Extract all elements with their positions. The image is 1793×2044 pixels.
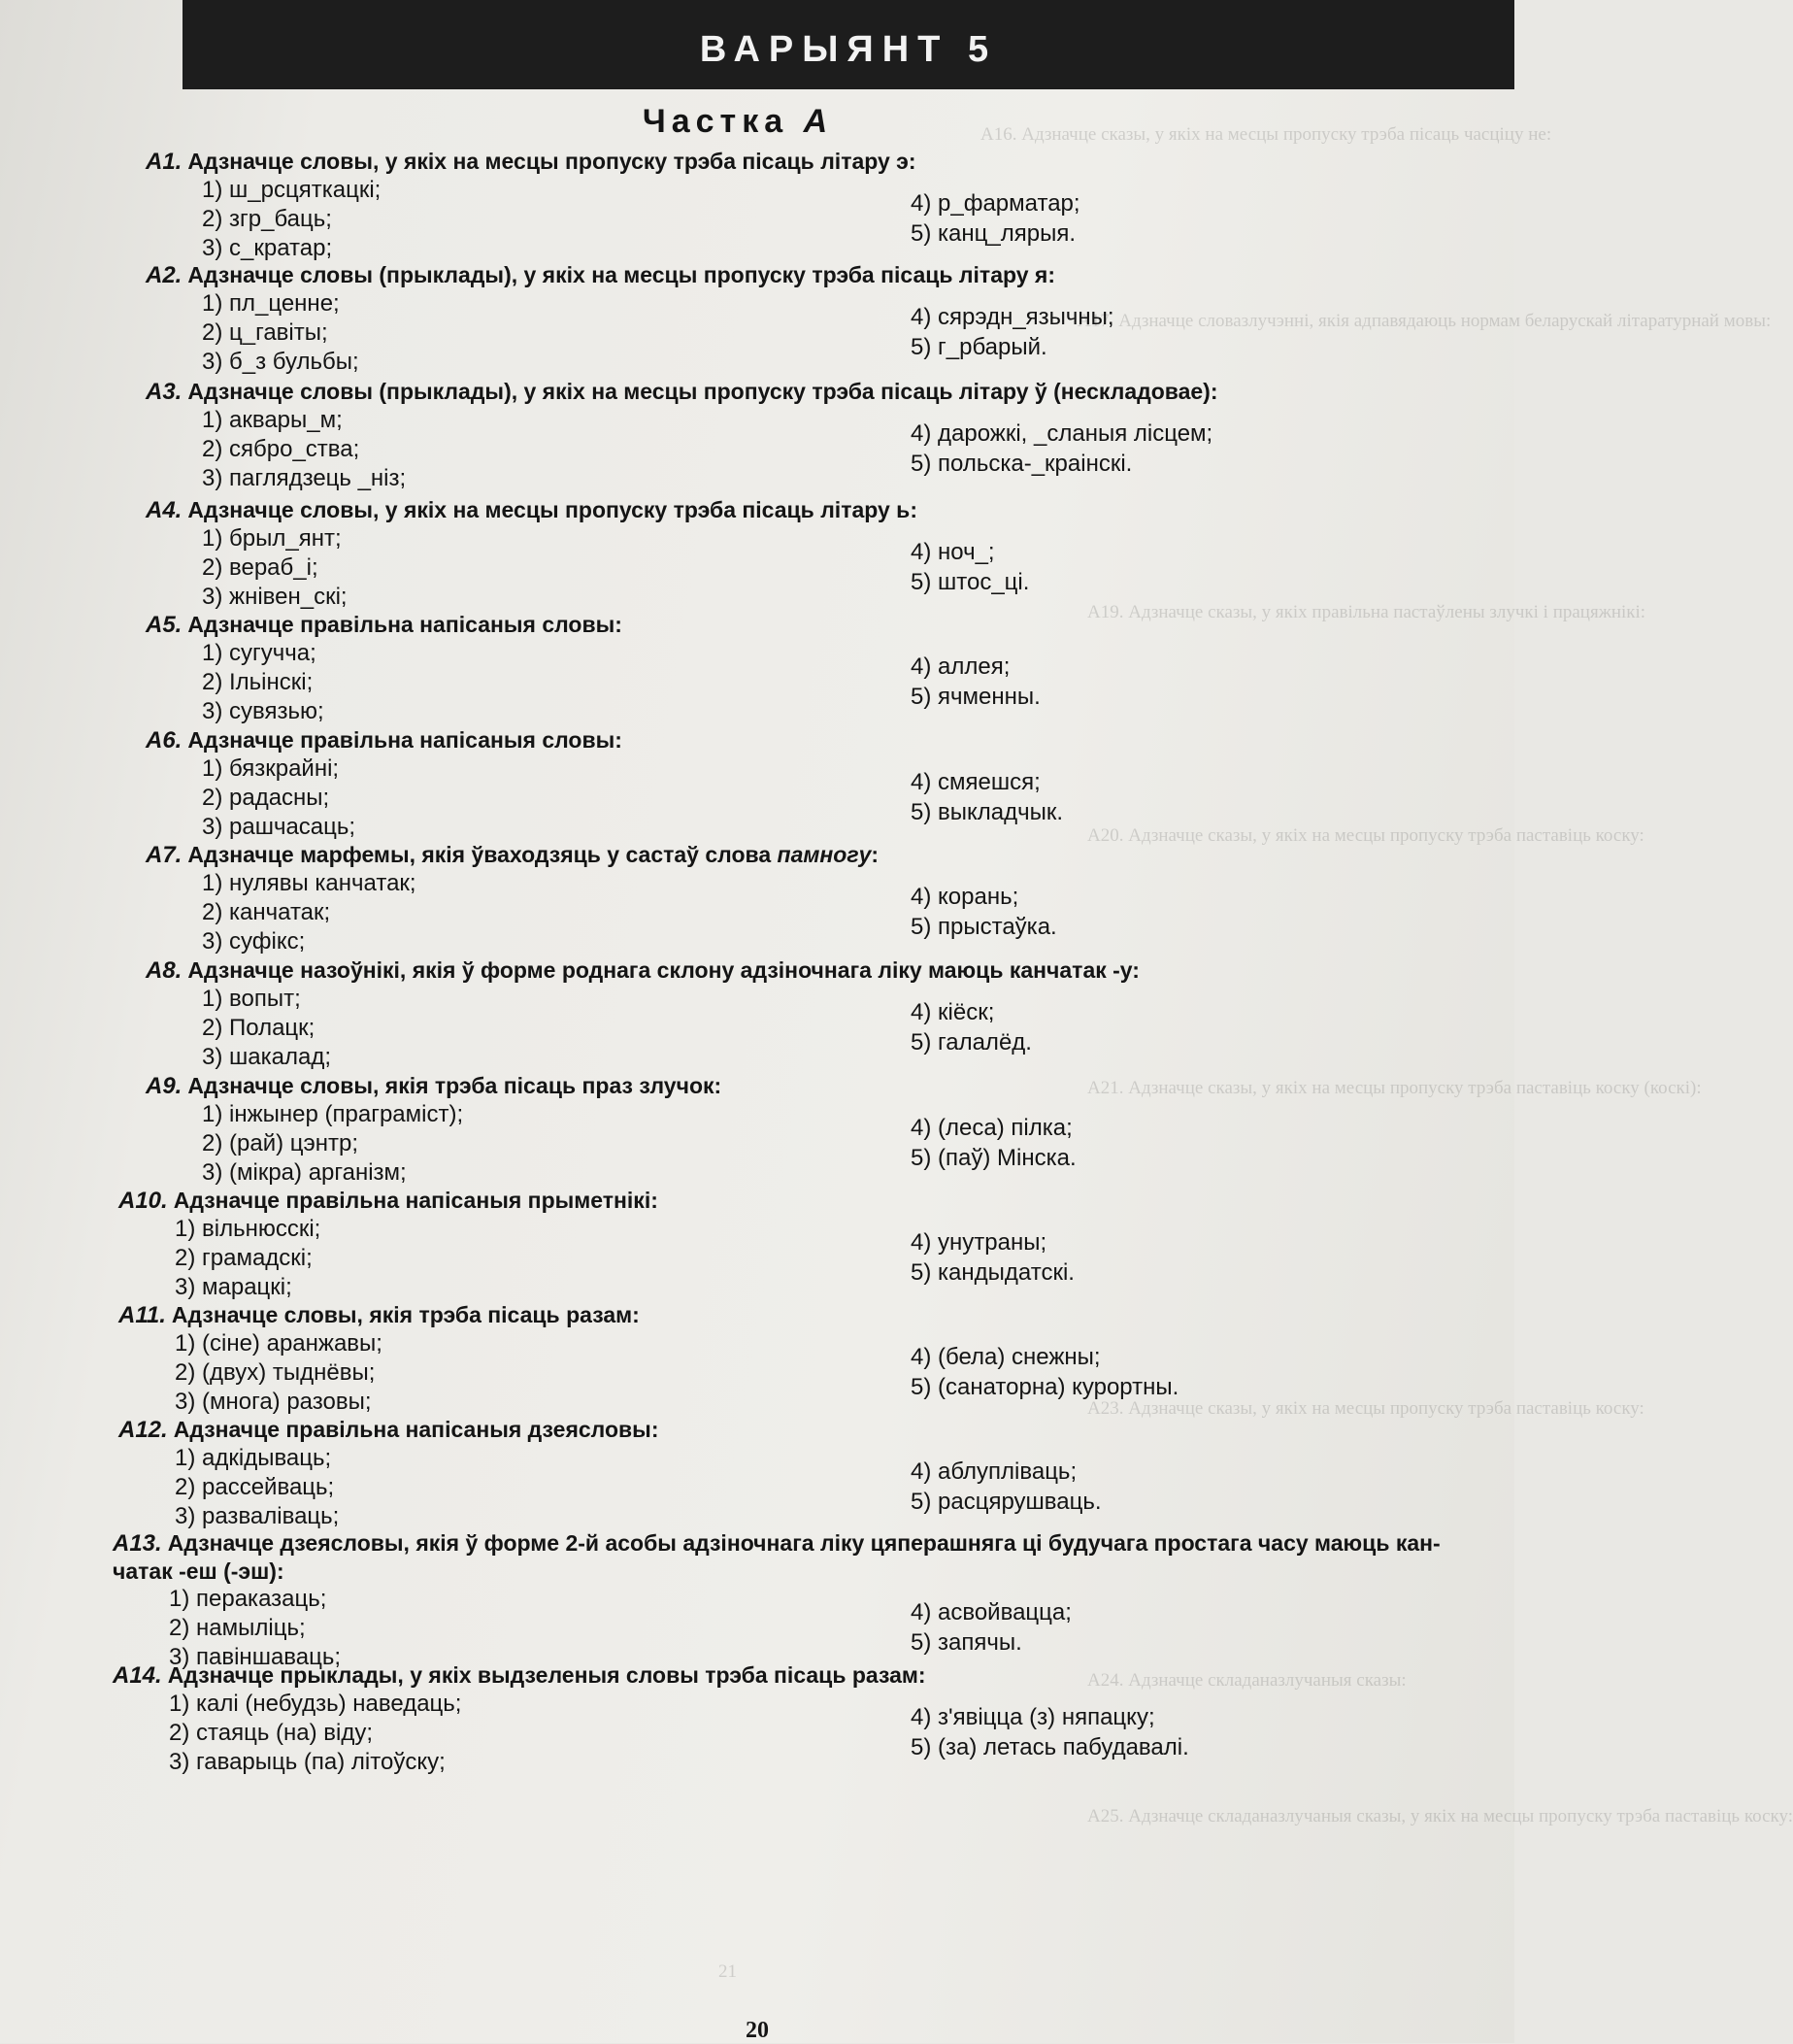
- question-text: Адзначце правільна напісаныя словы:: [187, 612, 622, 637]
- answer-option: 4) сярэдн_язычны;: [911, 304, 1114, 330]
- question-14: [113, 1661, 1189, 1777]
- question-6: [146, 726, 1064, 842]
- question-8: [146, 956, 1140, 1072]
- answer-option: 3) гаварыць (па) літоўску;: [169, 1749, 446, 1775]
- page-number: 20: [746, 2018, 769, 2043]
- answer-option: 1) адкідываць;: [175, 1445, 332, 1471]
- answer-option: 5) (санаторна) курортны.: [911, 1374, 1179, 1400]
- answer-option: 4) з'явіцца (з) няпацку;: [911, 1704, 1155, 1730]
- question-3: [146, 378, 1218, 493]
- answer-options: [146, 985, 1140, 1072]
- question-heading: [146, 496, 917, 524]
- question-number: А9.: [146, 1073, 183, 1099]
- answer-option: 5) (за) летась пабудавалі.: [911, 1734, 1189, 1760]
- answer-option: 2) стаяць (на) віду;: [169, 1720, 373, 1746]
- question-number: А10.: [118, 1188, 168, 1214]
- answer-option: 3) павіншаваць;: [169, 1644, 342, 1670]
- question-heading: [146, 148, 916, 176]
- question-number: А1.: [146, 149, 183, 175]
- answer-option: 1) інжынер (праграміст);: [202, 1101, 464, 1127]
- question-heading: [118, 1416, 658, 1444]
- question-4: [146, 496, 1030, 612]
- question-1: [146, 148, 1080, 263]
- answer-option: 2) ц_гавіты;: [202, 319, 328, 346]
- answer-option: 3) суфікс;: [202, 928, 306, 955]
- answer-option: 5) кандыдатскі.: [911, 1259, 1075, 1286]
- part-title: [0, 103, 1476, 141]
- answer-option: 4) смяешся;: [911, 769, 1041, 795]
- answer-option: 5) расцярушваць.: [911, 1489, 1102, 1515]
- answer-option: 5) галалёд.: [911, 1029, 1032, 1056]
- question-heading: [146, 378, 1218, 406]
- answer-option: 2) згр_баць;: [202, 206, 332, 232]
- answer-option: 5) канц_лярыя.: [911, 220, 1076, 247]
- question-heading: [118, 1187, 658, 1215]
- answer-option: 3) разваліваць;: [175, 1503, 340, 1529]
- answer-option: 2) намыліць;: [169, 1615, 306, 1641]
- question-text: Адзначце правільна напісаныя прыметнікі:: [173, 1188, 658, 1213]
- answer-option: 2) канчатак;: [202, 899, 331, 925]
- question-text: Адзначце словы, якія трэба пісаць праз злучок:: [187, 1073, 722, 1098]
- question-heading: [146, 841, 879, 869]
- answer-option: 5) выкладчык.: [911, 799, 1064, 825]
- bleed-through-text: А16. Адзначце сказы, у якіх на месцы пропуску трэба пісаць часціцу не:: [980, 124, 1552, 145]
- answer-option: 4) аблупліваць;: [911, 1458, 1078, 1485]
- question-12: [118, 1416, 1102, 1531]
- answer-options: [146, 1100, 1077, 1188]
- answer-options: [113, 1585, 1441, 1672]
- answer-option: 5) штос_ці.: [911, 569, 1030, 595]
- answer-option: 3) б_з бульбы;: [202, 349, 359, 375]
- answer-option: 4) кіёск;: [911, 999, 995, 1025]
- question-number: А8.: [146, 957, 183, 984]
- answer-option: 1) вопыт;: [202, 986, 301, 1012]
- answer-option: 1) пл_ценне;: [202, 290, 340, 317]
- question-text: Адзначце правільна напісаныя словы:: [187, 727, 622, 753]
- answer-option: 5) (паў) Мінска.: [911, 1145, 1077, 1171]
- question-number: А13.: [113, 1530, 162, 1557]
- answer-option: 3) шакалад;: [202, 1044, 332, 1070]
- variant-header-bar: [183, 0, 1514, 89]
- answer-option: 4) асвойвацца;: [911, 1599, 1072, 1625]
- question-9: [146, 1072, 1077, 1188]
- question-11: [118, 1301, 1179, 1417]
- answer-option: 3) марацкі;: [175, 1274, 292, 1300]
- bleed-through-text: 21: [718, 1961, 737, 1982]
- answer-option: 1) (сіне) аранжавы;: [175, 1330, 382, 1357]
- question-number: А12.: [118, 1417, 168, 1443]
- answer-options: [118, 1215, 1075, 1302]
- bleed-through-text: А21. Адзначце сказы, у якіх на месцы пропуску трэба паставіць коску (коскі):: [1087, 1078, 1702, 1098]
- bleed-through-text: А24. Адзначце складаназлучаныя сказы:: [1087, 1670, 1407, 1691]
- answer-option: 4) аллея;: [911, 653, 1011, 680]
- question-text: Адзначце словы, у якіх на месцы пропуску трэба пісаць літару э:: [187, 149, 916, 174]
- question-heading: [146, 1072, 721, 1100]
- question-7: [146, 841, 1057, 956]
- answer-options: [146, 524, 1030, 612]
- answer-option: 4) корань;: [911, 884, 1019, 910]
- question-text: Адзначце правільна напісаныя дзеясловы:: [173, 1417, 659, 1442]
- question-heading: [118, 1301, 640, 1329]
- answer-option: 5) запячы.: [911, 1629, 1022, 1656]
- question-text: Адзначце словы, якія трэба пісаць разам:: [171, 1302, 640, 1327]
- answer-option: 2) рассейваць;: [175, 1474, 335, 1500]
- bleed-through-text: А23. Адзначце сказы, у якіх на месцы пропуску трэба паставіць коску:: [1087, 1398, 1644, 1419]
- variant-title: ВАРЫЯНТ 5: [699, 28, 998, 70]
- question-number: А14.: [113, 1662, 162, 1689]
- question-text: Адзначце марфемы, якія ўваходзяць у састаў слова: [187, 842, 778, 867]
- bleed-through-text: А17. Адзначце словазлучэнні, якія адпавядаюць нормам беларускай літаратурнай мовы:: [1078, 311, 1772, 331]
- answer-option: 4) дарожкі, _сланыя лісцем;: [911, 420, 1213, 447]
- answer-option: 3) (мікра) арганізм;: [202, 1159, 407, 1186]
- answer-option: 4) р_фарматар;: [911, 190, 1080, 217]
- question-text-tail: :: [871, 842, 880, 867]
- answer-options: [118, 1444, 1102, 1531]
- question-number: А4.: [146, 497, 183, 523]
- question-number: А11.: [118, 1302, 166, 1328]
- part-title-letter: А: [803, 103, 834, 140]
- question-text-continuation: чатак -еш (-эш):: [113, 1558, 284, 1584]
- answer-option: 2) сябро_ства;: [202, 436, 360, 462]
- answer-option: 4) ноч_;: [911, 539, 995, 565]
- question-text: Адзначце словы (прыклады), у якіх на месцы пропуску трэба пісаць літару я:: [187, 262, 1055, 287]
- answer-option: 1) нулявы канчатак;: [202, 870, 416, 896]
- question-text: Адзначце словы (прыклады), у якіх на месцы пропуску трэба пісаць літару ў (нескладовае):: [187, 379, 1218, 404]
- question-2: [146, 261, 1114, 377]
- answer-options: [146, 639, 1041, 726]
- question-number: А7.: [146, 842, 183, 868]
- bleed-through-text: А25. Адзначце складаназлучаныя сказы, у якіх на месцы пропуску трэба паставіць коску:: [1087, 1806, 1793, 1826]
- answer-options: [146, 869, 1057, 956]
- answer-option: 4) (леса) пілка;: [911, 1115, 1073, 1141]
- bleed-through-text: А20. Адзначце сказы, у якіх на месцы пропуску трэба паставіць коску:: [1087, 825, 1644, 846]
- answer-option: 3) сувязью;: [202, 698, 324, 724]
- question-5: [146, 611, 1041, 726]
- answer-option: 3) с_кратар;: [202, 235, 333, 261]
- question-text: Адзначце прыклады, у якіх выдзеленыя словы трэба пісаць разам:: [167, 1662, 926, 1688]
- question-number: А6.: [146, 727, 183, 754]
- answer-option: 1) аквары_м;: [202, 407, 343, 433]
- part-title-word: Частка: [642, 103, 789, 140]
- answer-option: 2) грамадскі;: [175, 1245, 313, 1271]
- answer-options: [146, 176, 1080, 263]
- answer-option: 1) сугучча;: [202, 640, 316, 666]
- question-10: [118, 1187, 1075, 1302]
- answer-option: 1) ш_рсцяткацкі;: [202, 177, 382, 203]
- answer-option: 5) г_рбарый.: [911, 334, 1047, 360]
- answer-option: 1) пераказаць;: [169, 1586, 327, 1612]
- answer-option: 3) жнівен_скі;: [202, 584, 348, 610]
- answer-option: 2) Полацк;: [202, 1015, 315, 1041]
- answer-option: 2) (двух) тыднёвы;: [175, 1359, 376, 1386]
- answer-option: 3) рашчасаць;: [202, 814, 356, 840]
- answer-option: 5) польска-_краінскі.: [911, 451, 1133, 477]
- question-13: [113, 1529, 1441, 1672]
- answer-option: 4) унутраны;: [911, 1229, 1047, 1256]
- bleed-through-text: А19. Адзначце сказы, у якіх правільна пастаўлены злучкі і працяжнікі:: [1087, 602, 1646, 622]
- answer-option: 2) (рай) цэнтр;: [202, 1130, 359, 1156]
- answer-options: [146, 406, 1218, 493]
- question-heading: [113, 1661, 926, 1690]
- question-heading: [146, 261, 1055, 289]
- answer-options: [146, 289, 1114, 377]
- question-heading: [113, 1529, 1441, 1558]
- answer-option: 1) бязкрайні;: [202, 755, 340, 782]
- question-number: А5.: [146, 612, 183, 638]
- question-number: А2.: [146, 262, 183, 288]
- answer-option: 5) ячменны.: [911, 684, 1041, 710]
- answer-option: 2) радасны;: [202, 785, 330, 811]
- answer-option: 2) вераб_і;: [202, 554, 318, 581]
- answer-option: 3) (многа) разовы;: [175, 1389, 372, 1415]
- question-text-emphasis: памногу: [777, 842, 872, 867]
- question-text: Адзначце словы, у якіх на месцы пропуску трэба пісаць літару ь:: [187, 497, 917, 522]
- answer-option: 4) (бела) снежны;: [911, 1344, 1101, 1370]
- answer-option: 5) прыстаўка.: [911, 914, 1057, 940]
- answer-option: 1) вільнюсскі;: [175, 1216, 321, 1242]
- question-text: Адзначце дзеясловы, якія ў форме 2-й асобы адзіночнага ліку цяперашняга ці будучага простага часу маюць кан-: [167, 1530, 1441, 1556]
- answer-option: 3) паглядзець _ніз;: [202, 465, 407, 491]
- answer-option: 1) брыл_янт;: [202, 525, 342, 552]
- question-heading: [146, 611, 622, 639]
- answer-option: 2) Ільінскі;: [202, 669, 314, 695]
- answer-options: [146, 754, 1064, 842]
- answer-options: [113, 1690, 1189, 1777]
- question-number: А3.: [146, 379, 183, 405]
- answer-option: 1) калі (небудзь) наведаць;: [169, 1691, 462, 1717]
- question-heading: [146, 956, 1140, 985]
- answer-options: [118, 1329, 1179, 1417]
- question-heading: [146, 726, 622, 754]
- question-text: Адзначце назоўнікі, якія ў форме роднага склону адзіночнага ліку маюць канчатак -у:: [187, 957, 1140, 983]
